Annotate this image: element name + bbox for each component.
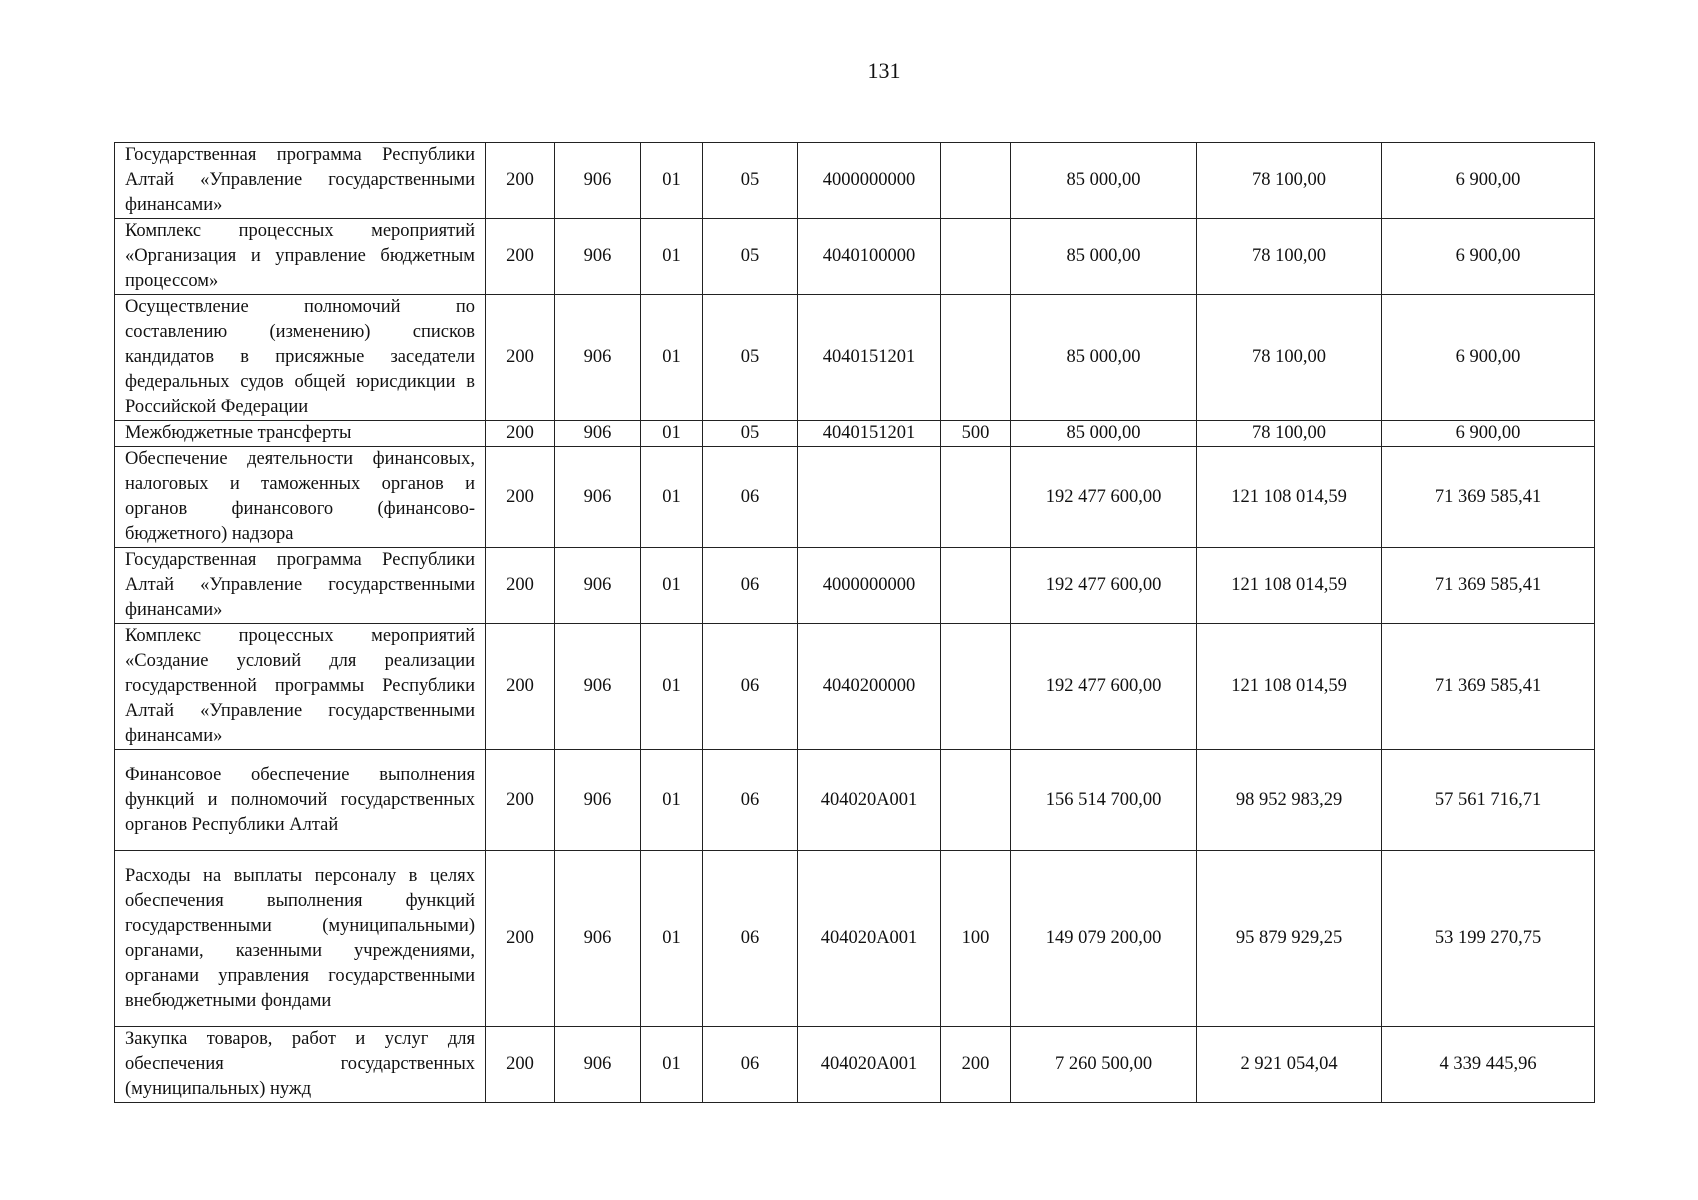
plan-cell: 192 477 600,00 (1011, 447, 1197, 548)
vedomstvo-cell: 906 (555, 219, 641, 295)
razdel-cell: 01 (641, 750, 703, 851)
podrazdel-cell: 06 (703, 548, 798, 624)
plan-cell: 85 000,00 (1011, 421, 1197, 447)
row-name-cell: Осуществление полномочий по составлению (изменению) списков кандидатов в присяжные заседатели федеральных судов общей юрисдикции в Российской Федерации (115, 295, 486, 421)
vedomstvo-cell: 906 (555, 421, 641, 447)
fact-cell: 98 952 983,29 (1197, 750, 1382, 851)
plan-cell: 85 000,00 (1011, 143, 1197, 219)
ostatok-cell: 53 199 270,75 (1382, 851, 1595, 1027)
vr-cell (941, 143, 1011, 219)
table-row (115, 1027, 1595, 1103)
row-name-cell: Расходы на выплаты персоналу в целях обеспечения выполнения функций государственными (муниципальными) органами, казенными учреждениями, органами управления государственными внебюджетными фондами (115, 851, 486, 1027)
row-name-cell: Закупка товаров, работ и услуг для обеспечения государственных (муниципальных) нужд (115, 1027, 486, 1103)
row-name-cell: Комплекс процессных мероприятий «Создание условий для реализации государственной программы Республики Алтай «Управление государственными финансами» (115, 624, 486, 750)
razdel-cell: 01 (641, 624, 703, 750)
ostatok-cell: 71 369 585,41 (1382, 548, 1595, 624)
podrazdel-cell: 05 (703, 143, 798, 219)
fact-cell: 78 100,00 (1197, 219, 1382, 295)
podrazdel-cell: 06 (703, 750, 798, 851)
table-row (115, 851, 1595, 1027)
csr-cell: 404020А001 (798, 851, 941, 1027)
vedomstvo-cell: 906 (555, 624, 641, 750)
glava-cell: 200 (486, 295, 555, 421)
table-row (115, 447, 1595, 548)
vedomstvo-cell: 906 (555, 447, 641, 548)
table-row (115, 143, 1595, 219)
vr-cell: 200 (941, 1027, 1011, 1103)
plan-cell: 149 079 200,00 (1011, 851, 1197, 1027)
csr-cell: 4040100000 (798, 219, 941, 295)
vedomstvo-cell: 906 (555, 1027, 641, 1103)
ostatok-cell: 71 369 585,41 (1382, 624, 1595, 750)
csr-cell: 4000000000 (798, 143, 941, 219)
plan-cell: 156 514 700,00 (1011, 750, 1197, 851)
podrazdel-cell: 05 (703, 219, 798, 295)
razdel-cell: 01 (641, 219, 703, 295)
razdel-cell: 01 (641, 447, 703, 548)
razdel-cell: 01 (641, 295, 703, 421)
vr-cell (941, 447, 1011, 548)
fact-cell: 121 108 014,59 (1197, 548, 1382, 624)
vr-cell (941, 548, 1011, 624)
table-row (115, 219, 1595, 295)
podrazdel-cell: 05 (703, 295, 798, 421)
row-name-cell: Финансовое обеспечение выполнения функций и полномочий государственных органов Республики Алтай (115, 750, 486, 851)
csr-cell: 4040200000 (798, 624, 941, 750)
glava-cell: 200 (486, 421, 555, 447)
vedomstvo-cell: 906 (555, 295, 641, 421)
csr-cell: 404020А001 (798, 750, 941, 851)
podrazdel-cell: 05 (703, 421, 798, 447)
vedomstvo-cell: 906 (555, 851, 641, 1027)
glava-cell: 200 (486, 851, 555, 1027)
razdel-cell: 01 (641, 143, 703, 219)
fact-cell: 78 100,00 (1197, 421, 1382, 447)
vr-cell: 100 (941, 851, 1011, 1027)
vr-cell (941, 750, 1011, 851)
glava-cell: 200 (486, 1027, 555, 1103)
fact-cell: 2 921 054,04 (1197, 1027, 1382, 1103)
podrazdel-cell: 06 (703, 851, 798, 1027)
vr-cell (941, 624, 1011, 750)
plan-cell: 192 477 600,00 (1011, 548, 1197, 624)
vedomstvo-cell: 906 (555, 548, 641, 624)
plan-cell: 85 000,00 (1011, 295, 1197, 421)
ostatok-cell: 6 900,00 (1382, 143, 1595, 219)
csr-cell (798, 447, 941, 548)
ostatok-cell: 6 900,00 (1382, 295, 1595, 421)
table-body (115, 143, 1595, 1103)
ostatok-cell: 6 900,00 (1382, 421, 1595, 447)
razdel-cell: 01 (641, 851, 703, 1027)
table-row (115, 548, 1595, 624)
csr-cell: 4000000000 (798, 548, 941, 624)
row-name-cell: Межбюджетные трансферты (115, 421, 486, 447)
ostatok-cell: 71 369 585,41 (1382, 447, 1595, 548)
csr-cell: 4040151201 (798, 421, 941, 447)
glava-cell: 200 (486, 219, 555, 295)
row-name-cell: Государственная программа Республики Алтай «Управление государственными финансами» (115, 143, 486, 219)
row-name-cell: Комплекс процессных мероприятий «Организация и управление бюджетным процессом» (115, 219, 486, 295)
page-number: 131 (867, 58, 901, 83)
razdel-cell: 01 (641, 548, 703, 624)
ostatok-cell: 6 900,00 (1382, 219, 1595, 295)
budget-table (114, 142, 1595, 1103)
vedomstvo-cell: 906 (555, 143, 641, 219)
fact-cell: 121 108 014,59 (1197, 624, 1382, 750)
plan-cell: 7 260 500,00 (1011, 1027, 1197, 1103)
podrazdel-cell: 06 (703, 624, 798, 750)
ostatok-cell: 57 561 716,71 (1382, 750, 1595, 851)
vr-cell: 500 (941, 421, 1011, 447)
vedomstvo-cell: 906 (555, 750, 641, 851)
row-name-cell: Государственная программа Республики Алтай «Управление государственными финансами» (115, 548, 486, 624)
plan-cell: 192 477 600,00 (1011, 624, 1197, 750)
glava-cell: 200 (486, 447, 555, 548)
podrazdel-cell: 06 (703, 1027, 798, 1103)
table-row (115, 421, 1595, 447)
table-row (115, 295, 1595, 421)
razdel-cell: 01 (641, 421, 703, 447)
glava-cell: 200 (486, 143, 555, 219)
csr-cell: 404020А001 (798, 1027, 941, 1103)
csr-cell: 4040151201 (798, 295, 941, 421)
razdel-cell: 01 (641, 1027, 703, 1103)
row-name-cell: Обеспечение деятельности финансовых, налоговых и таможенных органов и органов финансового (финансово-бюджетного) надзора (115, 447, 486, 548)
plan-cell: 85 000,00 (1011, 219, 1197, 295)
glava-cell: 200 (486, 624, 555, 750)
fact-cell: 78 100,00 (1197, 295, 1382, 421)
vr-cell (941, 219, 1011, 295)
table-row (115, 750, 1595, 851)
glava-cell: 200 (486, 750, 555, 851)
podrazdel-cell: 06 (703, 447, 798, 548)
table-row (115, 624, 1595, 750)
ostatok-cell: 4 339 445,96 (1382, 1027, 1595, 1103)
fact-cell: 121 108 014,59 (1197, 447, 1382, 548)
vr-cell (941, 295, 1011, 421)
fact-cell: 78 100,00 (1197, 143, 1382, 219)
glava-cell: 200 (486, 548, 555, 624)
fact-cell: 95 879 929,25 (1197, 851, 1382, 1027)
